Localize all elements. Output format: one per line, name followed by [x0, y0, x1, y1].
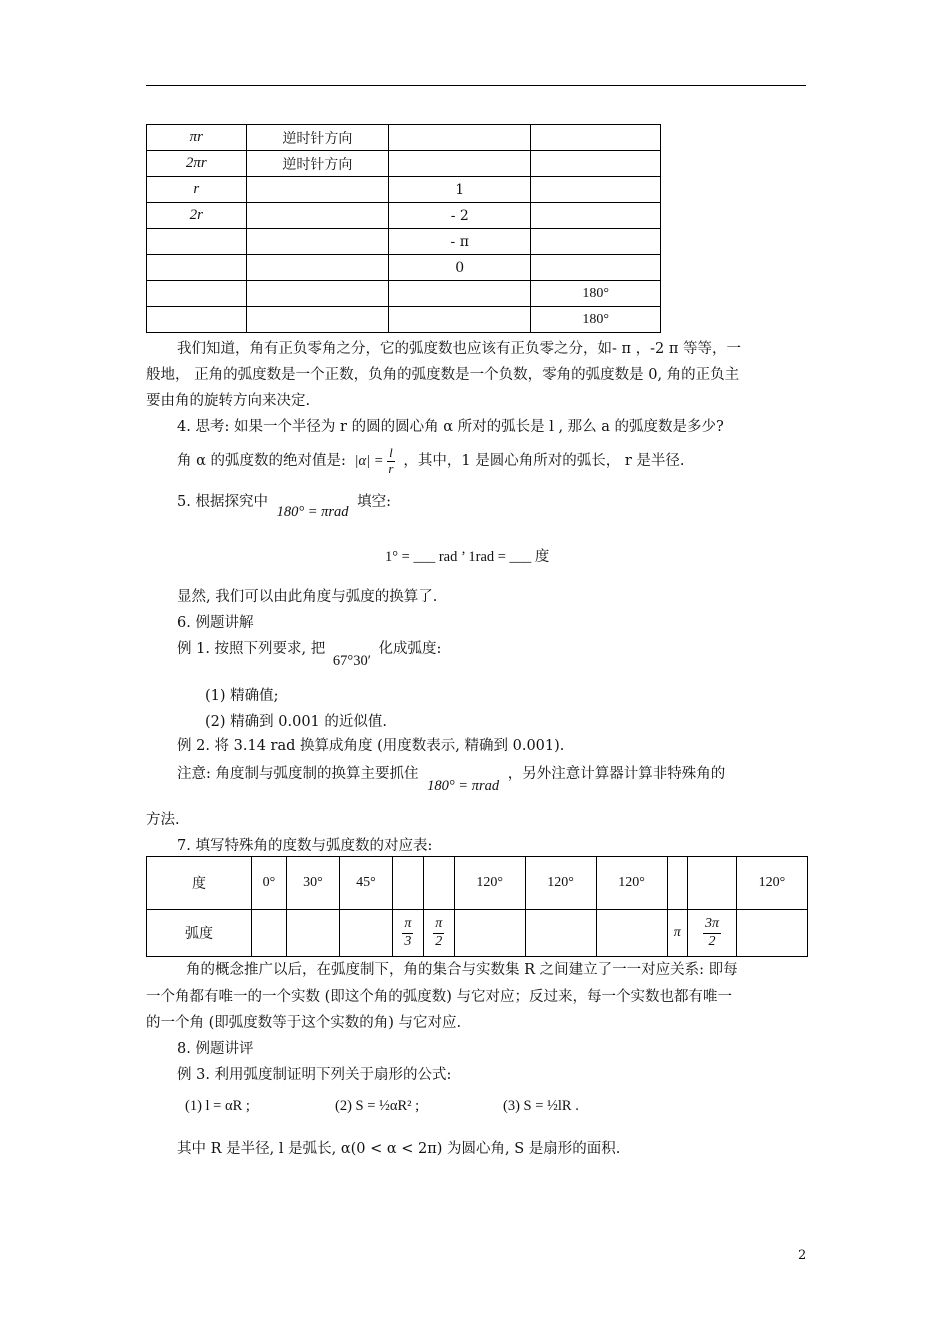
page-number: 2: [798, 1248, 807, 1263]
table-row: [147, 125, 661, 151]
example-3-legend: 其中 R 是半径, l 是弧长, α(0 < α < 2π) 为圆心角, S 是扇形的面积.: [177, 1141, 621, 1157]
q5-blank-line: 1° = ___ rad ’ 1rad = ___ 度: [385, 549, 550, 565]
radian-cell: [339, 910, 392, 957]
table-cell: - π: [389, 229, 531, 255]
ex1-text-after: 化成弧度:: [378, 641, 442, 657]
ex1-item1: (1) 精确值;: [205, 688, 279, 704]
table-row: [147, 307, 661, 333]
radian-cell: $\frac{\pi}{3}$: [392, 910, 423, 957]
ex1-angle: 67°30′: [332, 653, 371, 669]
formula-1: (1) l = αR ;: [185, 1098, 250, 1114]
table-cell: [389, 125, 531, 151]
radian-cell: [596, 910, 667, 957]
example-1: [177, 637, 442, 669]
degree-cell: 45°: [339, 857, 392, 910]
q5-text-after: 填空:: [357, 494, 392, 510]
ex1-item2: (2) 精确到 0.001 的近似值.: [205, 714, 387, 730]
table-cell: [147, 255, 247, 281]
table-cell: [246, 203, 388, 229]
table-cell: [246, 255, 388, 281]
table-row: [147, 281, 661, 307]
degree-cell: [667, 857, 688, 910]
note-formula: 180° = πrad: [427, 778, 500, 794]
para1-line3: 要由角的旋转方向来决定.: [146, 393, 311, 409]
radian-cell: π: [667, 910, 688, 957]
table-cell: [531, 203, 661, 229]
table-cell: [246, 177, 388, 203]
table-cell: 2πr: [147, 151, 247, 177]
table-row: [147, 255, 661, 281]
table-cell: [389, 307, 531, 333]
degree-cell: [688, 857, 737, 910]
degree-cell: 0°: [252, 857, 287, 910]
table-cell: [246, 307, 388, 333]
table-cell: [147, 281, 247, 307]
table-cell: 0: [389, 255, 531, 281]
degree-cell: [423, 857, 454, 910]
table-cell: 逆时针方向: [246, 151, 388, 177]
radian-cell: $\frac{\pi}{2}$: [423, 910, 454, 957]
degree-row-label: 度: [147, 857, 252, 910]
table-row: [147, 203, 661, 229]
degree-cell: 120°: [454, 857, 525, 910]
para2-line2: 一个角都有唯一的一个实数 (即这个角的弧度数) 与它对应；反过来，每一个实数也都有唯一: [146, 989, 733, 1005]
table-row: [147, 151, 661, 177]
para2-line3: 的一个角 (即弧度数等于这个实数的角) 与它对应.: [146, 1015, 462, 1031]
table-cell: 180°: [531, 307, 661, 333]
table-cell: [246, 281, 388, 307]
table-cell: πr: [147, 125, 247, 151]
radian-cell: $\frac{3\pi}{2}$: [688, 910, 737, 957]
answer-suffix: ，其中，1 是圆心角所对的弧长， r 是半径.: [403, 452, 685, 469]
table-cell: [531, 177, 661, 203]
para1-line2: 般地， 正角的弧度数是一个正数，负角的弧度数是一个负数，零角的弧度数是 0, 角的正负主: [146, 367, 740, 383]
formula-2: (2) S = ½αR² ;: [335, 1098, 420, 1114]
q5-text: 5. 根据探究中: [177, 494, 268, 510]
table-cell: 2r: [147, 203, 247, 229]
conclusion: 显然, 我们可以由此角度与弧度的换算了.: [177, 589, 438, 605]
question-5: [177, 490, 392, 520]
para1-line1: 我们知道，角有正负零角之分，它的弧度数也应该有正负零之分，如- π ，-2 π 等等，一: [177, 341, 742, 357]
note-prefix: 注意: 角度制与弧度制的换算主要抓住: [177, 766, 419, 782]
table-cell: 180°: [531, 281, 661, 307]
degree-cell: 120°: [596, 857, 667, 910]
degree-cell: 30°: [286, 857, 339, 910]
para2-line1: 角的概念推广以后，在弧度制下，角的集合与实数集 R 之间建立了一一对应关系: 即每: [186, 962, 738, 978]
example-2: 例 2. 将 3.14 rad 换算成角度 (用度数表示, 精确到 0.001).: [177, 738, 565, 754]
degree-cell: 120°: [525, 857, 596, 910]
formula-3: (3) S = ½lR .: [503, 1098, 579, 1114]
table-cell: [246, 229, 388, 255]
question-4: 4. 思考: 如果一个半径为 r 的圆的圆心角 α 所对的弧长是 l , 那么 a 的弧度数是多少?: [177, 419, 724, 435]
section-6-heading: 6. 例题讲解: [177, 615, 254, 631]
table-cell: 逆时针方向: [246, 125, 388, 151]
arc-angle-table: [146, 124, 661, 333]
table-cell: [147, 229, 247, 255]
radian-row-label: 弧度: [147, 910, 252, 957]
question-7: 7. 填写特殊角的度数与弧度数的对应表:: [177, 838, 433, 854]
degree-cell: 120°: [736, 857, 807, 910]
radian-cell: [286, 910, 339, 957]
radian-cell: [454, 910, 525, 957]
special-angle-table: [146, 856, 808, 957]
note-line2: 方法.: [146, 812, 180, 828]
table-cell: [389, 151, 531, 177]
section-8-heading: 8. 例题讲评: [177, 1041, 254, 1057]
table-cell: [531, 125, 661, 151]
table-row: [147, 177, 661, 203]
header-rule: [146, 85, 806, 86]
abs-alpha-formula: |α| = $\frac{l}{r}$: [354, 445, 394, 476]
note: [177, 762, 726, 794]
table-cell: [147, 307, 247, 333]
radian-cell: [736, 910, 807, 957]
q5-formula: 180° = πrad: [276, 504, 349, 520]
table-cell: [531, 255, 661, 281]
radian-cell: [252, 910, 287, 957]
note-suffix: ，另外注意计算器计算非特殊角的: [507, 766, 726, 782]
radian-cell: [525, 910, 596, 957]
table-cell: r: [147, 177, 247, 203]
table-cell: [531, 229, 661, 255]
table-cell: 1: [389, 177, 531, 203]
table-cell: - 2: [389, 203, 531, 229]
answer-prefix: 角 α 的弧度数的绝对值是:: [177, 452, 346, 469]
degree-cell: [392, 857, 423, 910]
table-row: [147, 229, 661, 255]
table-cell: [389, 281, 531, 307]
example-3: 例 3. 利用弧度制证明下列关于扇形的公式:: [177, 1067, 452, 1083]
ex1-text: 例 1. 按照下列要求, 把: [177, 641, 326, 657]
table-cell: [531, 151, 661, 177]
question-4-answer: [177, 446, 684, 477]
